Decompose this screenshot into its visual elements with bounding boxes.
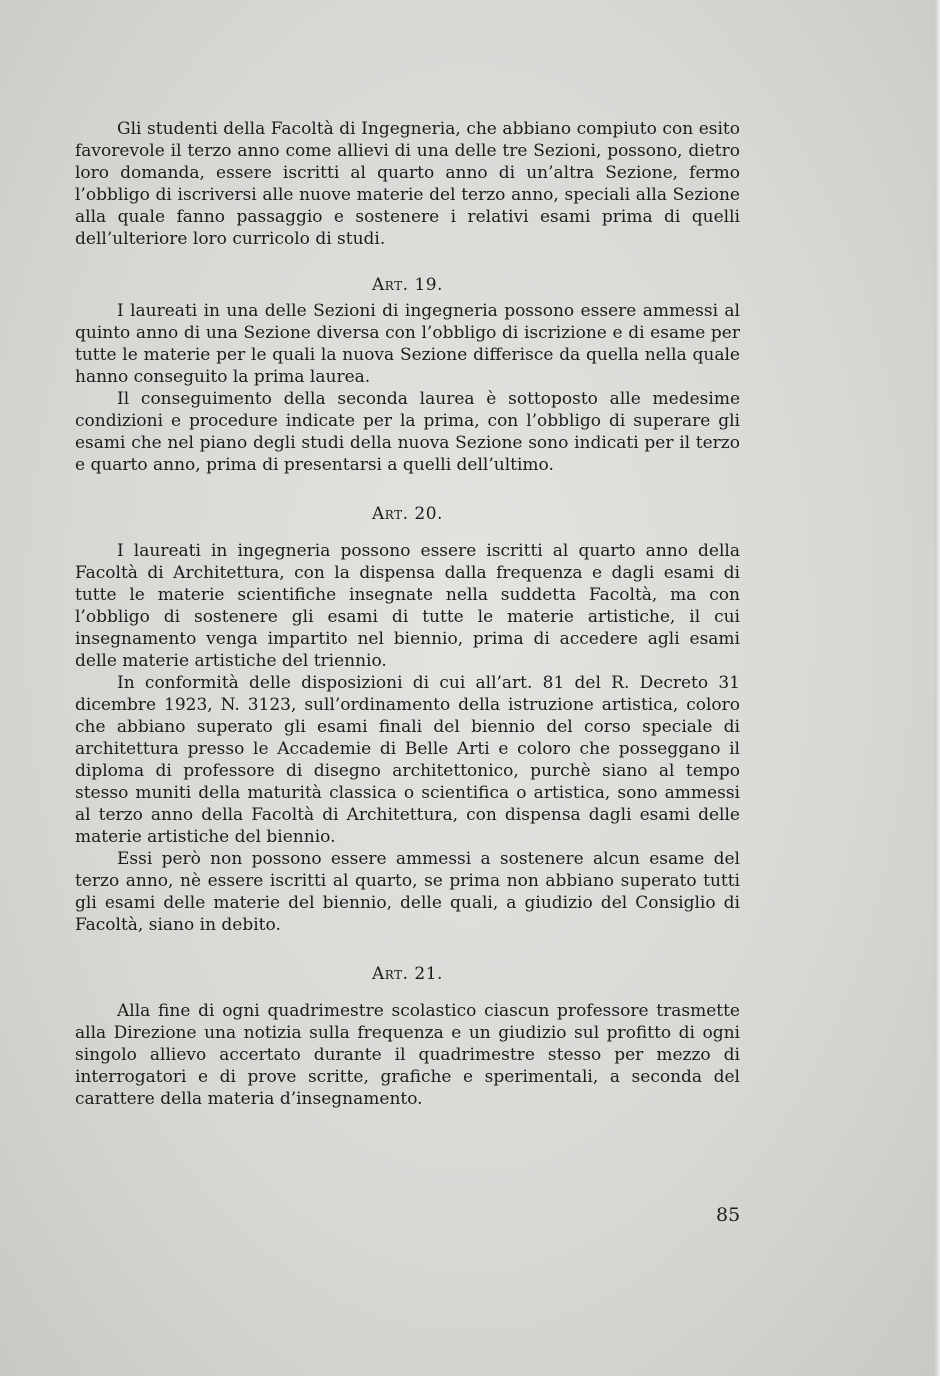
article-20-paragraph-1: I laureati in ingegneria possono essere iscritti al quarto anno della Facoltà di Architettura, con la dispensa dalla frequenza e dagli esami di tutte le materie scientifiche insegnate nella suddetta Facoltà, ma con l’obbligo di sostenere gli esami di tutte le materie artistiche, il cui insegnamento venga impartito nel biennio, prima di accedere agli esami delle materie artistiche del triennio. xyxy=(75,541,740,671)
article-19-paragraph-1: I laureati in una delle Sezioni di ingegneria possono essere ammessi al quinto anno di una Sezione diversa con l’obbligo di iscrizione e di esame per tutte le materie per le quali la nuova Sezione differisce da quella nella quale hanno conseguito la prima laurea. xyxy=(75,301,740,387)
article-20-paragraph-3: Essi però non possono essere ammessi a sostenere alcun esame del terzo anno, nè essere iscritti al quarto, se prima non abbiano superato tutti gli esami delle materie del biennio, delle quali, a giudizio del Consiglio di Facoltà, siano in debito. xyxy=(75,849,740,935)
paragraph-transfer-sections: Gli studenti della Facoltà di Ingegneria, che abbiano compiuto con esito favorevole il terzo anno come allievi di una delle tre Sezioni, possono, dietro loro domanda, essere iscritti al quarto anno di un’altra Sezione, fermo l’obbligo di iscriversi alle nuove materie del terzo anno, speciali alla Sezione alla quale fanno passaggio e sostenere i relativi esami prima di quelli dell’ulteriore loro curricolo di studi. xyxy=(75,119,740,249)
body-text xyxy=(75,118,740,1110)
article-21-paragraph-1: Alla fine di ogni quadrimestre scolastico ciascun professore trasmette alla Direzione una notizia sulla frequenza e un giudizio sul profitto di ogni singolo allievo accertato durante il quadrimestre stesso per mezzo di interrogatori e di prove scritte, grafiche e sperimentali, a seconda del carattere della materia d’insegnamento. xyxy=(75,1001,740,1109)
article-20-paragraph-2: In conformità delle disposizioni di cui all’art. 81 del R. Decreto 31 dicembre 1923, N. 3123, sull’ordinamento della istruzione artistica, coloro che abbiano superato gli esami finali del biennio del corso speciale di architettura presso le Accademie di Belle Arti e coloro che posseggano il diploma di professore di disegno architettonico, purchè siano al tempo stesso muniti della maturità classica o scientifica o artistica, sono ammessi al terzo anno della Facoltà di Architettura, con dispensa dagli esami delle materie artistiche del biennio. xyxy=(75,673,740,847)
page-number: 85 xyxy=(716,1204,741,1226)
article-19-heading: Art. 19. xyxy=(372,275,443,295)
article-20-heading: Art. 20. xyxy=(372,504,443,524)
article-21-heading: Art. 21. xyxy=(372,964,443,984)
article-19-paragraph-2: Il conseguimento della seconda laurea è sottoposto alle medesime condizioni e procedure indicate per la prima, con l’obbligo di superare gli esami che nel piano degli studi della nuova Sezione sono indicati per il terzo e quarto anno, prima di presentarsi a quelli dell’ultimo. xyxy=(75,389,740,475)
